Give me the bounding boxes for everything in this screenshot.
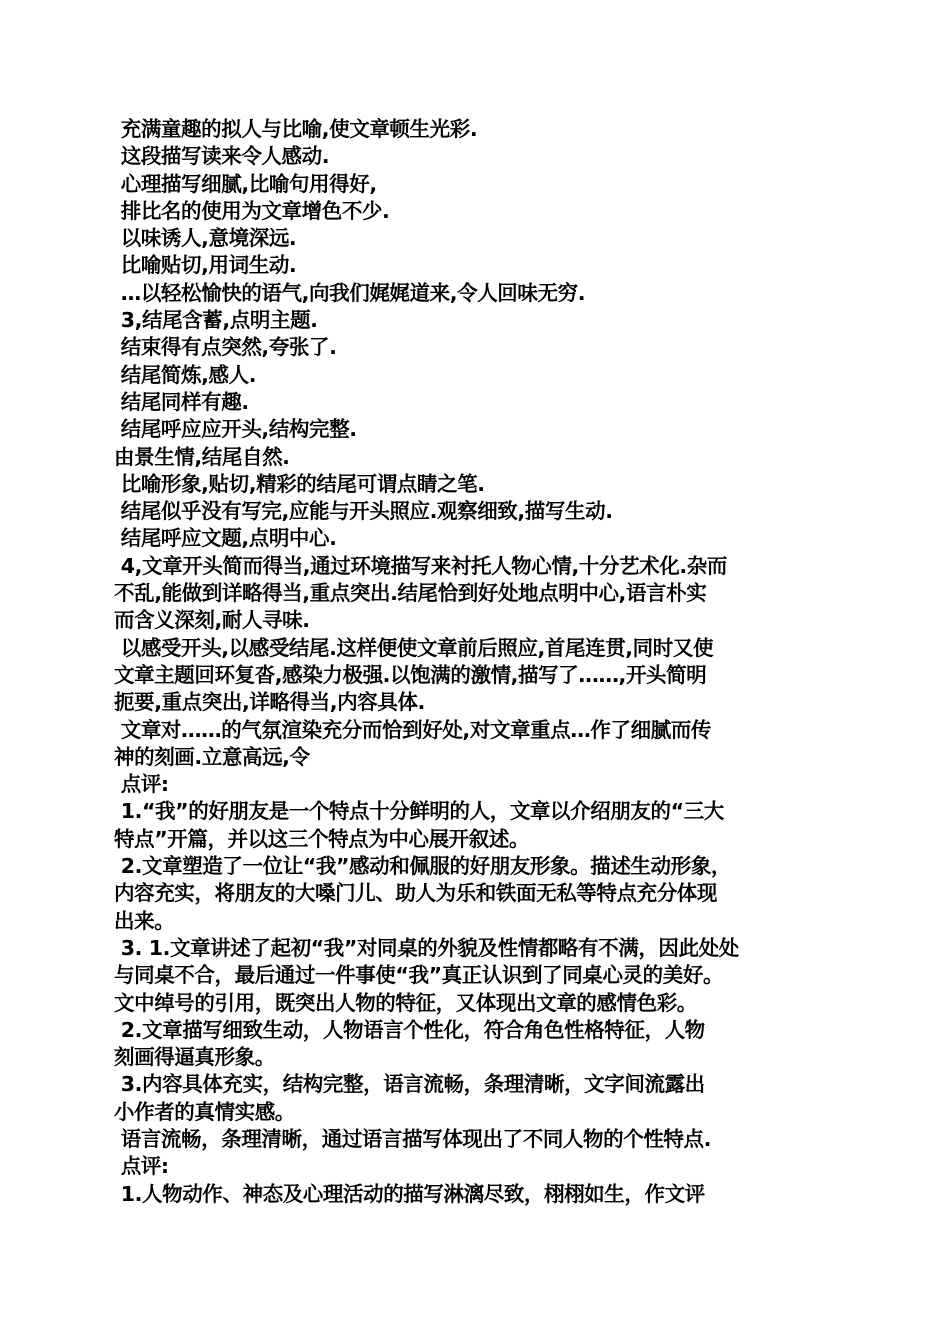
text-line: 内容充实，将朋友的大嗓门儿、助人为乐和铁面无私等特点充分体现 bbox=[114, 881, 717, 906]
text-line: 神的刻画.立意高远,令 bbox=[114, 744, 310, 769]
text-line: 点评: bbox=[114, 1154, 169, 1179]
text-line: 文中绰号的引用，既突出人物的特征，又体现出文章的感情色彩。 bbox=[114, 990, 697, 1015]
text-line: 点评: bbox=[114, 772, 169, 797]
text-line: 以味诱人,意境深远. bbox=[114, 226, 297, 251]
text-line: 而含义深刻,耐人寻味. bbox=[114, 608, 310, 633]
text-line: 比喻贴切,用词生动. bbox=[114, 253, 297, 278]
text-line: 结尾呼应文题,点明中心. bbox=[114, 526, 337, 551]
text-line: 以感受开头,以感受结尾.这样便使文章前后照应,首尾连贯,同时又使 bbox=[114, 635, 714, 660]
text-line: 4,文章开头简而得当,通过环境描写来衬托人物心情,十分艺术化.杂而 bbox=[114, 553, 727, 578]
text-line: 充满童趣的拟人与比喻,使文章顿生光彩. bbox=[114, 117, 478, 141]
text-line: 2.文章描写细致生动，人物语言个性化，符合角色性格特征，人物 bbox=[114, 1017, 705, 1042]
text-line: 文章主题回环复沓,感染力极强.以饱满的激情,描写了……,开头简明 bbox=[114, 662, 707, 687]
text-line: 语言流畅，条理清晰，通过语言描写体现出了不同人物的个性特点. bbox=[114, 1126, 712, 1151]
text-line: 结尾同样有趣. bbox=[114, 389, 249, 414]
text-line: 3,结尾含蓄,点明主题. bbox=[114, 308, 318, 333]
text-line: 结尾简炼,感人. bbox=[114, 362, 257, 387]
text-line: 扼要,重点突出,详略得当,内容具体. bbox=[114, 690, 425, 715]
text-line: 与同桌不合，最后通过一件事使“我”真正认识到了同桌心灵的美好。 bbox=[114, 963, 724, 988]
text-line: 3. 1.文章讲述了起初“我”对同桌的外貌及性情都略有不满，因此处处 bbox=[114, 935, 739, 960]
text-line: 小作者的真情实感。 bbox=[114, 1099, 295, 1124]
text-line: 这段描写读来令人感动. bbox=[114, 144, 330, 169]
text-line: 刻画得逼真形象。 bbox=[114, 1045, 275, 1070]
text-line: 结尾呼应应开头,结构完整. bbox=[114, 417, 357, 442]
text-line: 文章对……的气氛渲染充分而恰到好处,对文章重点…作了细腻而传 bbox=[114, 717, 712, 742]
text-line: 特点”开篇，并以这三个特点为中心展开叙述。 bbox=[114, 826, 530, 851]
text-line: …以轻松愉快的语气,向我们娓娓道来,令人回味无穷. bbox=[114, 280, 586, 305]
text-line: 比喻形象,贴切,精彩的结尾可谓点睛之笔. bbox=[114, 471, 485, 496]
text-line: 3.内容具体充实，结构完整，语言流畅，条理清晰，文字间流露出 bbox=[114, 1072, 705, 1097]
text-line: 1.“我”的好朋友是一个特点十分鲜明的人，文章以介绍朋友的“三大 bbox=[114, 799, 724, 824]
text-line: 出来。 bbox=[114, 908, 175, 933]
text-line: 心理描写细腻,比喻句用得好, bbox=[114, 171, 377, 196]
document-body bbox=[114, 116, 839, 1208]
text-line: 排比名的使用为文章增色不少. bbox=[114, 198, 390, 223]
text-line: 2.文章塑造了一位让“我”感动和佩服的好朋友形象。描述生动形象， bbox=[114, 854, 731, 879]
text-line: 结尾似乎没有写完,应能与开头照应.观察细致,描写生动. bbox=[114, 499, 613, 524]
text-line: 不乱,能做到详略得当,重点突出.结尾恰到好处地点明中心,语言朴实 bbox=[114, 581, 707, 606]
text-line: 由景生情,结尾自然. bbox=[114, 444, 290, 469]
text-line: 结束得有点突然,夸张了. bbox=[114, 335, 337, 360]
text-line: 1.人物动作、神态及心理活动的描写淋漓尽致，栩栩如生，作文评 bbox=[114, 1181, 705, 1206]
